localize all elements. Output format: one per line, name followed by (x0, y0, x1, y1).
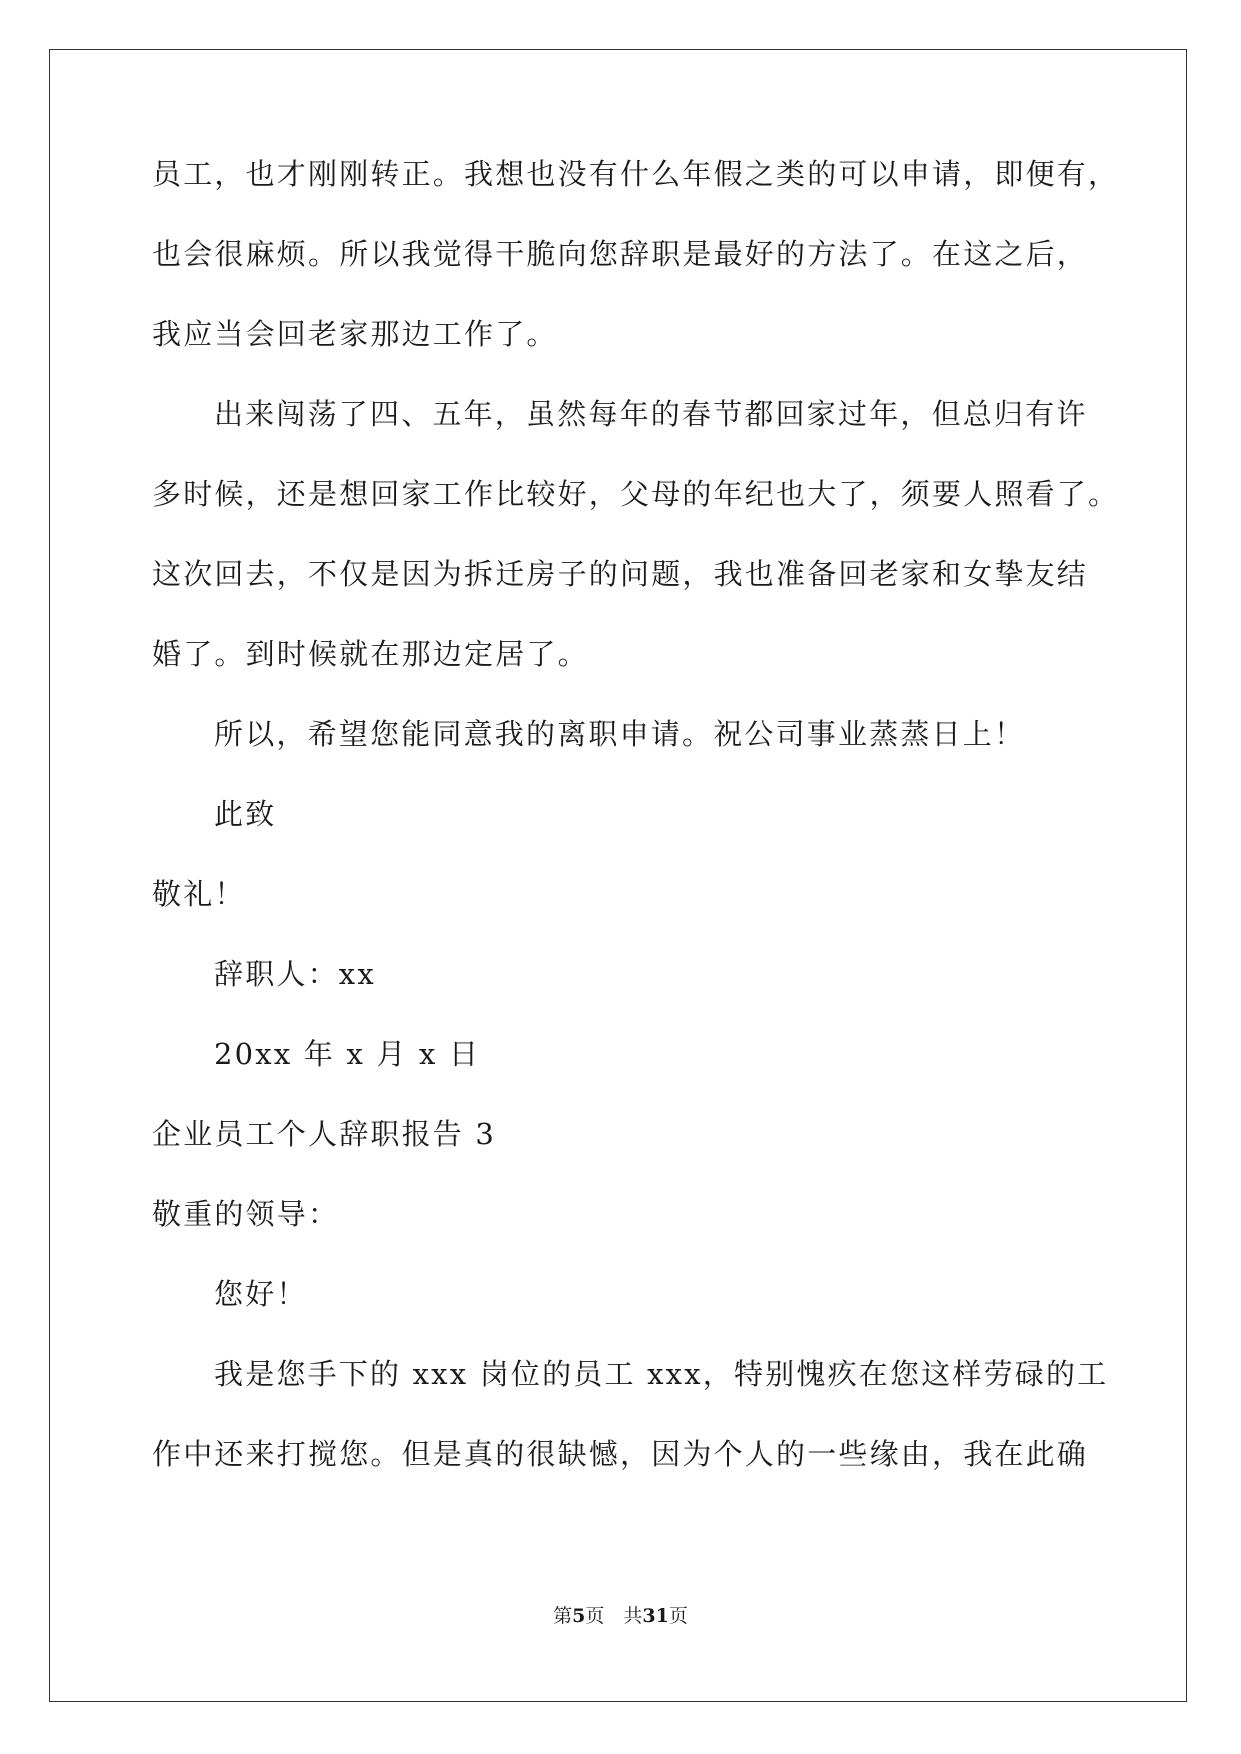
text-line: 这次回去，不仅是因为拆迁房子的问题，我也准备回老家和女挚友结 (152, 557, 1089, 591)
paragraph-start-line: 出来闯荡了四、五年，虽然每年的春节都回家过年，但总归有许 (214, 397, 1088, 431)
text-line: 也会很麻烦。所以我觉得干脆向您辞职是最好的方法了。在这之后， (152, 237, 1089, 271)
section-title: 企业员工个人辞职报告 3 (152, 1117, 497, 1151)
footer-mid: 页 共 (585, 1605, 643, 1627)
footer-prefix: 第 (553, 1605, 573, 1627)
text-line: 员工，也才刚刚转正。我想也没有什么年假之类的可以申请，即便有， (152, 157, 1120, 191)
date-line: 20xx 年 x 月 x 日 (214, 1037, 481, 1071)
closing-regards: 敬礼！ (152, 877, 246, 911)
signature-line: 辞职人：xx (214, 957, 376, 991)
text-line: 作中还来打搅您。但是真的很缺憾，因为个人的一些缘由，我在此确 (152, 1437, 1089, 1471)
paragraph-start-line: 我是您手下的 xxx 岗位的员工 xxx，特别愧疚在您这样劳碌的工 (214, 1357, 1109, 1391)
page-footer (0, 1604, 1241, 1628)
page-number: 5 (572, 1605, 586, 1627)
closing-salutation: 此致 (214, 797, 277, 831)
footer-suffix: 页 (668, 1605, 688, 1627)
text-line: 我应当会回老家那边工作了。 (152, 317, 558, 351)
text-line: 婚了。到时候就在那边定居了。 (152, 637, 589, 671)
total-pages: 31 (642, 1605, 669, 1627)
text-line: 多时候，还是想回家工作比较好，父母的年纪也大了，须要人照看了。 (152, 477, 1120, 511)
paragraph-start-line: 所以，希望您能同意我的离职申请。祝公司事业蒸蒸日上！ (214, 717, 1026, 751)
greeting-line: 敬重的领导： (152, 1197, 340, 1231)
greeting-hello: 您好！ (214, 1277, 308, 1311)
